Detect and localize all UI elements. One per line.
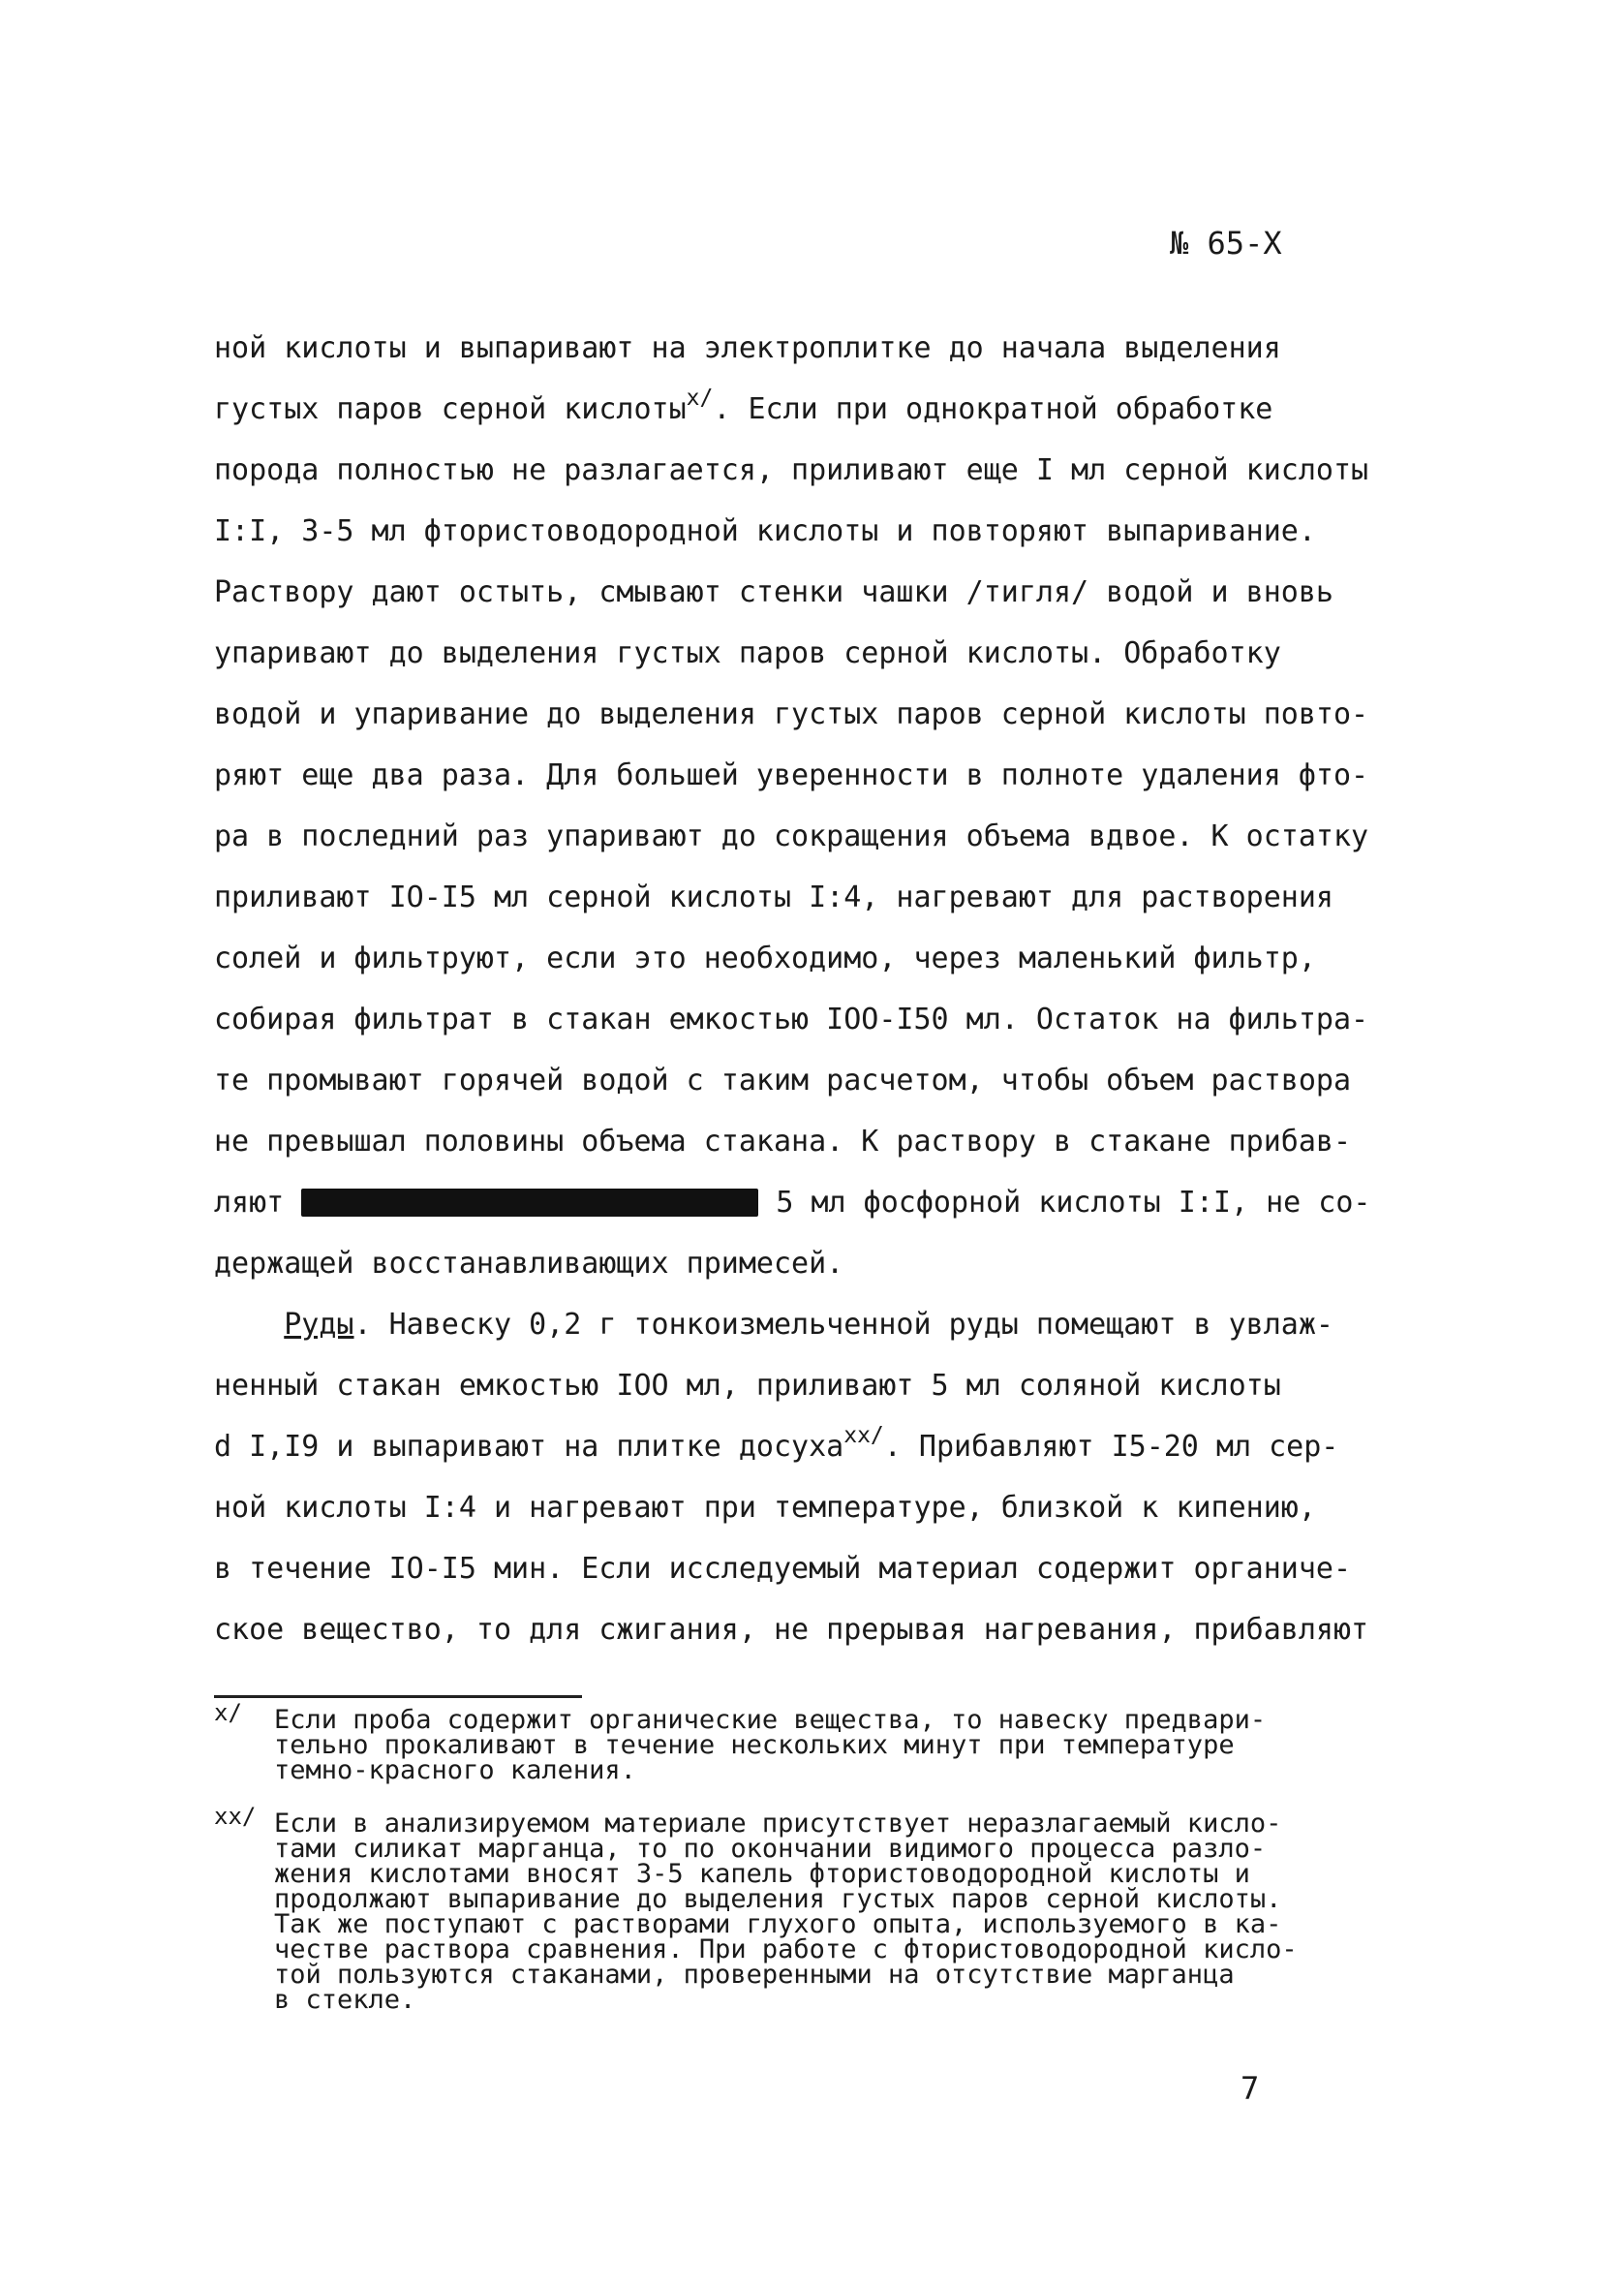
- text-line: солей и фильтруют, если это необходимо, через маленький фильтр,: [214, 942, 1316, 975]
- text-line: приливают IO-I5 мл серной кислоты I:4, нагревают для растворения: [214, 881, 1333, 914]
- section-heading-ores: Руды: [284, 1308, 354, 1342]
- footnote-line: Если в анализируемом материале присутствует неразлагаемый кисло-: [274, 1809, 1282, 1839]
- text-line: держащей восстанавливающих примесей.: [214, 1247, 844, 1281]
- footnote-line: тами силикат марганца, то по окончании видимого процесса разло-: [274, 1834, 1267, 1864]
- text-line: Раствору дают остыть, смывают стенки чашки /тигля/ водой и вновь: [214, 575, 1333, 609]
- document-number: № 65-Х: [1170, 225, 1282, 262]
- footnote-line: темно-красного каления.: [274, 1755, 636, 1785]
- footnote-mark: xx/: [214, 1803, 257, 1830]
- text-line: ра в последний раз упаривают до сокращения объема вдвое. К остатку: [214, 819, 1369, 853]
- footnote-ref[interactable]: xx/: [843, 1423, 884, 1448]
- text-line: водой и упаривание до выделения густых паров серной кислоты повто-: [214, 697, 1369, 731]
- text-fragment: . Навеску 0,2 г тонкоизмельченной руды помещают в увлаж-: [353, 1308, 1333, 1342]
- text-fragment: ляют: [214, 1186, 285, 1220]
- footnote-2: [214, 1803, 1454, 2015]
- footnote-line: продолжают выпаривание до выделения густых паров серной кислоты.: [274, 1884, 1282, 1914]
- text-fragment: d I,I9 и выпаривают на плитке досуха: [214, 1430, 844, 1464]
- text-line: порода полностью не разлагается, приливают еще I мл серной кислоты: [214, 453, 1369, 487]
- footnote-line: Так же поступают с растворами глухого опыта, используемого в ка-: [274, 1909, 1282, 1939]
- text-line: [214, 1184, 1434, 1245]
- footnote-ref[interactable]: x/: [686, 386, 714, 411]
- footnote-divider: [214, 1695, 582, 1698]
- text-line: I:I, 3-5 мл фтористоводородной кислоты и повторяют выпаривание.: [214, 514, 1316, 548]
- text-line: ной кислоты и выпаривают на электроплитке до начала выделения: [214, 331, 1281, 365]
- redaction-bar: [301, 1189, 758, 1217]
- footnote-line: честве раствора сравнения. При работе с фтористоводородной кисло-: [274, 1934, 1298, 1964]
- text-line: собирая фильтрат в стакан емкостью IOO-I50 мл. Остаток на фильтра-: [214, 1003, 1369, 1036]
- text-fragment: густых паров серной кислоты: [214, 392, 687, 426]
- main-text: [214, 329, 1434, 1672]
- text-line: упаривают до выделения густых паров серной кислоты. Обработку: [214, 636, 1281, 670]
- text-fragment: . Если при однократной обработке: [713, 392, 1273, 426]
- text-line: [214, 386, 1434, 451]
- page-number: 7: [1241, 2070, 1260, 2107]
- footnote-1: [214, 1699, 1454, 1785]
- text-line: ненный стакан емкостью IOO мл, приливают 5 мл соляной кислоты: [214, 1369, 1281, 1403]
- text-line: [214, 1306, 1434, 1367]
- footnote-line: Если проба содержит органические вещества, то навеску предвари-: [274, 1705, 1267, 1735]
- text-line: ной кислоты I:4 и нагревают при температуре, близкой к кипению,: [214, 1491, 1316, 1525]
- footnote-line: в стекле.: [274, 1985, 416, 2015]
- text-line: ряют еще два раза. Для большей уверенности в полноте удаления фто-: [214, 758, 1369, 792]
- footnote-line: той пользуются стаканами, проверенными на отсутствие марганца: [274, 1960, 1235, 1990]
- footnote-line: жения кислотами вносят 3-5 капель фтористоводородной кислоты и: [274, 1859, 1250, 1889]
- text-line: в течение IO-I5 мин. Если исследуемый материал содержит органиче-: [214, 1552, 1351, 1586]
- text-line: те промывают горячей водой с таким расчетом, чтобы объем раствора: [214, 1064, 1351, 1098]
- text-fragment: . Прибавляют I5-20 мл сер-: [883, 1430, 1339, 1464]
- text-line: [214, 1423, 1434, 1489]
- text-fragment: 5 мл фосфорной кислоты I:I, не со-: [776, 1186, 1371, 1220]
- text-line: ское вещество, то для сжигания, не прерывая нагревания, прибавляют: [214, 1613, 1369, 1647]
- footnote-line: тельно прокаливают в течение нескольких минут при температуре: [274, 1730, 1235, 1760]
- footnote-mark: x/: [214, 1699, 242, 1726]
- text-line: не превышал половины объема стакана. К раствору в стакане прибав-: [214, 1125, 1351, 1159]
